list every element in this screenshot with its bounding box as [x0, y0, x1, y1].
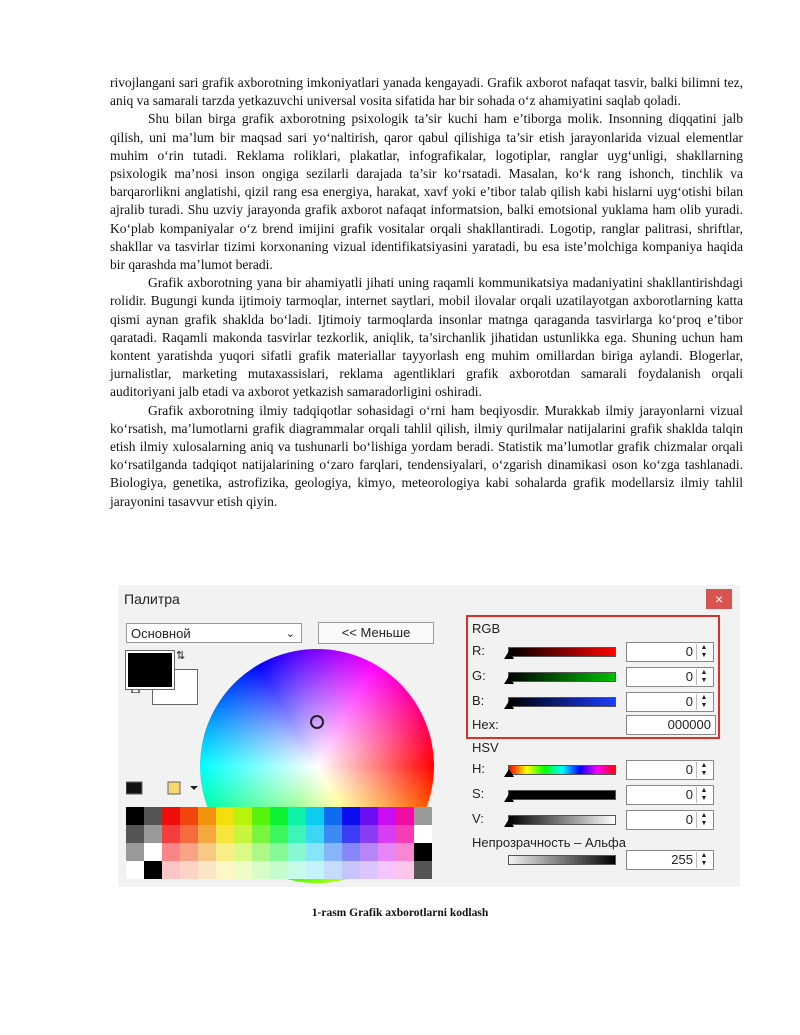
color-swatch[interactable] — [144, 825, 162, 843]
paste-icon — [168, 782, 180, 794]
s-value: 0 — [685, 787, 693, 802]
color-swatch[interactable] — [162, 843, 180, 861]
color-swatch[interactable] — [270, 843, 288, 861]
color-swatch[interactable] — [360, 825, 378, 843]
color-swatch[interactable] — [288, 807, 306, 825]
color-swatch[interactable] — [216, 843, 234, 861]
v-slider[interactable] — [508, 815, 616, 825]
b-spinner-icon[interactable]: ▲ ▼ — [696, 694, 711, 710]
color-swatch[interactable] — [378, 807, 396, 825]
hex-label: Hex: — [472, 717, 499, 732]
color-swatch[interactable] — [270, 825, 288, 843]
color-swatch[interactable] — [378, 861, 396, 879]
r-value: 0 — [685, 644, 693, 659]
color-swatch[interactable] — [180, 807, 198, 825]
color-swatch[interactable] — [216, 825, 234, 843]
color-swatch-grid[interactable] — [126, 805, 436, 881]
color-swatch[interactable] — [288, 825, 306, 843]
h-spinner-icon[interactable]: ▲ ▼ — [696, 762, 711, 778]
palette-title: Палитра — [124, 591, 180, 607]
alpha-label: Непрозрачность – Альфа — [472, 835, 626, 850]
color-swatch[interactable] — [414, 825, 432, 843]
h-slider-thumb[interactable] — [504, 769, 514, 777]
s-input[interactable] — [626, 785, 714, 805]
dropdown-arrow-icon — [190, 786, 198, 790]
document-body — [110, 74, 743, 511]
r-slider[interactable] — [508, 647, 616, 657]
paragraph-1: rivojlangani sari grafik axborotning imkoniyatlari yanada kengayadi. Grafik axborot nafaqat tasvir, balki bilimni tez, aniq va samarali tarzda yetkazuvchi universal vosita sifatida har bir sohada o‘z ahamiyatini saqlab qoladi. — [110, 75, 743, 109]
color-swatch[interactable] — [378, 843, 396, 861]
chevron-down-icon: ⌄ — [285, 628, 295, 640]
paragraph-3: Grafik axborotning yana bir ahamiyatli jihati uning raqamli kommunikatsiya madaniyatini shakllantirishdagi rolidir. Bugungi kunda ijtimoiy tarmoqlar, internet saytlari, mobil ilovalar orqali uzatilayotgan axborotlarning katta qismi aynan grafik shaklda bo‘ladi. Ijtimoiy tarmoqlarda insonlar matnga qaraganda tasvirlarga ko‘proq e’tibor qaratadi. Raqamli makonda tasvirlar tezkorlik, aniqlik, ta’sirchanlik jihatidan ustunlikka ega. Shuning uchun ham kontent yaratishda yuqori sifatli grafik materiallar tayyorlash eng muhim omillardan biriga aylandi. Blogerlar, jurnalistlar, marketing mutaxassislari, reklama agentliklari grafik axborotdan samarali foydalanish orqali auditoriyani jalb etadi va axborot yetkazish samaradorligini oshiradi. — [110, 275, 743, 400]
s-label: S: — [472, 786, 485, 801]
alpha-input[interactable] — [626, 850, 714, 870]
color-swatch[interactable] — [252, 825, 270, 843]
v-input[interactable] — [626, 810, 714, 830]
paragraph-4: Grafik axborotning ilmiy tadqiqotlar sohasidagi o‘rni ham beqiyosdir. Murakkab ilmiy jarayonlarni vizual ko‘rsatish, ma’lumotlarni grafik diagrammalar orqali tahlil qilish, ilmiy qurilmalar natijalarini grafik shaklda talqin etish ilmiy xulosalarning aniq va tushunarli bo‘lishiga yordam beradi. Statistik ma’lumotlar grafik chizmalar orqali ko‘rsatilganda tadqiqot natijalarining o‘zaro farqlari, tendensiyalari, o‘zgarish dinamikasi oson ko‘zga tashlanadi. Biologiya, genetika, astrofizika, geologiya, kimyo, meteorologiya kabi sohalarda grafik modellarsiz ilmiy tahlil jarayonini tasavvur etish qiyin. — [110, 402, 743, 509]
color-swatch[interactable] — [162, 861, 180, 879]
color-swatch[interactable] — [126, 861, 144, 879]
color-swatch[interactable] — [378, 825, 396, 843]
h-slider[interactable] — [508, 765, 616, 775]
color-swatch[interactable] — [396, 843, 414, 861]
color-swatch[interactable] — [306, 843, 324, 861]
r-slider-thumb[interactable] — [504, 651, 514, 659]
color-swatch[interactable] — [126, 807, 144, 825]
s-slider-thumb[interactable] — [504, 794, 514, 802]
color-swatch[interactable] — [306, 861, 324, 879]
color-swatch[interactable] — [306, 825, 324, 843]
color-swatch[interactable] — [234, 807, 252, 825]
b-value: 0 — [685, 694, 693, 709]
s-spinner-icon[interactable]: ▲ ▼ — [696, 787, 711, 803]
hsv-label: HSV — [472, 740, 499, 755]
color-swatch[interactable] — [288, 843, 306, 861]
v-slider-thumb[interactable] — [504, 819, 514, 827]
less-button[interactable]: << Меньше — [318, 622, 434, 644]
close-button[interactable]: × — [706, 589, 732, 609]
primary-color-swatch[interactable] — [126, 651, 174, 689]
color-swatch[interactable] — [198, 807, 216, 825]
color-swatch[interactable] — [162, 825, 180, 843]
color-mode-icon — [126, 782, 142, 794]
g-label: G: — [472, 668, 486, 683]
b-slider[interactable] — [508, 697, 616, 707]
r-label: R: — [472, 643, 485, 658]
color-swatch[interactable] — [342, 807, 360, 825]
b-label: B: — [472, 693, 485, 708]
g-slider-thumb[interactable] — [504, 676, 514, 684]
color-swatch[interactable] — [360, 861, 378, 879]
color-swatch[interactable] — [396, 807, 414, 825]
color-swatch[interactable] — [180, 825, 198, 843]
r-input[interactable] — [626, 642, 714, 662]
b-slider-thumb[interactable] — [504, 701, 514, 709]
g-value: 0 — [685, 669, 693, 684]
color-swatch[interactable] — [324, 843, 342, 861]
v-value: 0 — [685, 812, 693, 827]
color-swatch[interactable] — [252, 843, 270, 861]
alpha-value: 255 — [671, 852, 693, 867]
color-swatch[interactable] — [180, 861, 198, 879]
color-swatch[interactable] — [324, 825, 342, 843]
color-swatch[interactable] — [288, 861, 306, 879]
color-swatch[interactable] — [252, 807, 270, 825]
color-swatch[interactable] — [126, 843, 144, 861]
color-swatch[interactable] — [270, 861, 288, 879]
alpha-spinner-icon[interactable]: ▲ ▼ — [696, 852, 711, 868]
color-swatch[interactable] — [198, 861, 216, 879]
mode-dropdown-value: Основной — [131, 626, 191, 641]
color-swatch[interactable] — [144, 861, 162, 879]
color-swatch[interactable] — [324, 861, 342, 879]
color-swatch[interactable] — [396, 861, 414, 879]
rgb-label: RGB — [472, 621, 501, 636]
color-swatch[interactable] — [342, 861, 360, 879]
g-slider[interactable] — [508, 672, 616, 682]
hex-input[interactable]: 000000 — [626, 715, 716, 735]
figure-caption: 1-rasm Grafik axborotlarni kodlash — [311, 907, 489, 919]
color-swatch[interactable] — [342, 825, 360, 843]
color-swatch[interactable] — [252, 861, 270, 879]
color-swatch[interactable] — [198, 843, 216, 861]
color-swatch[interactable] — [144, 843, 162, 861]
color-swatch[interactable] — [126, 825, 144, 843]
color-swatch[interactable] — [360, 807, 378, 825]
g-input[interactable] — [626, 667, 714, 687]
swap-colors-icon[interactable]: ⇅ — [176, 650, 186, 662]
color-swatch[interactable] — [306, 807, 324, 825]
color-swatch[interactable] — [216, 861, 234, 879]
r-spinner-icon[interactable]: ▲ ▼ — [696, 644, 711, 660]
color-wheel-marker[interactable] — [310, 715, 324, 729]
h-label: H: — [472, 761, 485, 776]
color-swatch[interactable] — [198, 825, 216, 843]
v-spinner-icon[interactable]: ▲ ▼ — [696, 812, 711, 828]
color-swatch[interactable] — [414, 843, 432, 861]
color-palette-figure — [118, 585, 740, 887]
color-swatch[interactable] — [234, 825, 252, 843]
color-swatch[interactable] — [144, 807, 162, 825]
color-swatch[interactable] — [396, 825, 414, 843]
color-swatch[interactable] — [216, 807, 234, 825]
h-input[interactable] — [626, 760, 714, 780]
h-value: 0 — [685, 762, 693, 777]
color-swatch[interactable] — [414, 861, 432, 879]
alpha-slider[interactable] — [508, 855, 616, 865]
color-swatch[interactable] — [414, 807, 432, 825]
color-swatch[interactable] — [180, 843, 198, 861]
color-swatch[interactable] — [342, 843, 360, 861]
g-spinner-icon[interactable]: ▲ ▼ — [696, 669, 711, 685]
color-swatch[interactable] — [324, 807, 342, 825]
color-swatch[interactable] — [162, 807, 180, 825]
color-swatch[interactable] — [360, 843, 378, 861]
mode-dropdown[interactable] — [126, 623, 302, 643]
color-swatch[interactable] — [234, 843, 252, 861]
palette-tool-icons — [126, 781, 206, 795]
v-label: V: — [472, 811, 484, 826]
b-input[interactable] — [626, 692, 714, 712]
color-swatch[interactable] — [234, 861, 252, 879]
paragraph-2: Shu bilan birga grafik axborotning psixologik ta’sir kuchi ham e’tiborga molik. Insonning diqqatini jalb qilish, uni ma’lum bir maqsad sari yo‘naltirish, qaror qabul qilishiga ta’sir etish jarayonlarida vizual elementlar muhim o‘rin tutadi. Reklama roliklari, plakatlar, infografikalar, logotiplar, ranglar uyg‘unligi, shakllarning psixologik ma’nosi inson ongiga sezilarli darajada ta’sir ko‘rsatadi. Masalan, ko‘k rang ishonch, tinchlik va barqarorlikni anglatishi, qizil rang esa energiya, harakat, xavf yoki e’tibor talab qilish kabi hislarni uyg‘otishi bilan ajralib turadi. Shu uzviy jarayonda grafik axborot nafaqat informatsion, balki emotsional yuklama ham olib yuradi. Ko‘plab kompaniyalar o‘z brend imijini grafik vositalar orqali shakllantiradi. Logotip, ranglar palitrasi, shriftlar, shakllar va tasvirlar tizimi korxonaning vizual identifikatsiyasini yaratadi, bu esa iste’molchiga kompaniya haqida bir qarashda ma’lumot beradi. — [110, 111, 743, 273]
s-slider[interactable] — [508, 790, 616, 800]
color-swatch[interactable] — [270, 807, 288, 825]
